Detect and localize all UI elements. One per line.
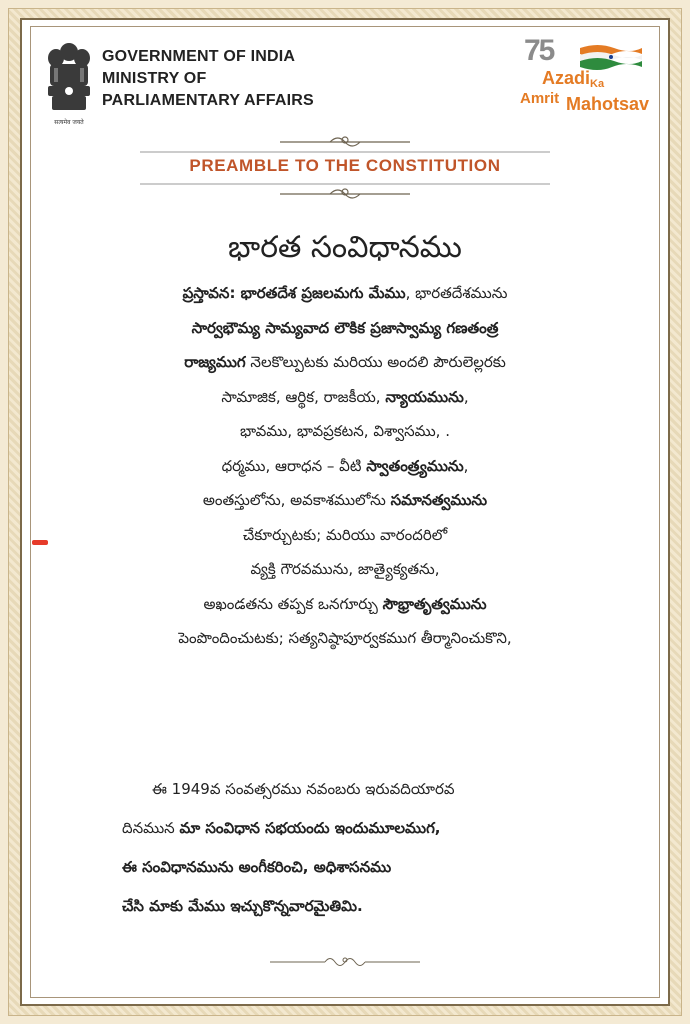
preamble-line: రాజ్యముగ నెలకొల్పుటకు మరియు అందలి పౌరులెల్లరకు xyxy=(184,353,506,371)
closing-line: చేసి మాకు మేము ఇచ్చుకొన్నవారమైతిమి. xyxy=(122,897,363,915)
azadi-ka-amrit-mahotsav-logo xyxy=(520,36,650,122)
gov-line: MINISTRY OF xyxy=(102,70,207,87)
preamble-line: అంతస్తులోను, అవకాశములోను సమానత్వమును xyxy=(202,491,488,509)
gov-line: GOVERNMENT OF INDIA xyxy=(102,48,296,65)
logo-word: Mahotsav xyxy=(566,94,650,114)
logo-number: 75 xyxy=(524,34,554,67)
preamble-line: పెంపొందించుటకు; సత్యనిష్ఠాపూర్వకముగ తీర్మానించుకొని, xyxy=(178,629,512,647)
closing-line: దినమున మా సంవిధాన సభయందు ఇందుమూలముగ, xyxy=(122,819,441,837)
logo-word: Azadi xyxy=(542,68,591,88)
preamble-line: వ్యక్తి గౌరవమును, జాత్యైక్యతను, xyxy=(250,560,440,578)
ministry-name xyxy=(102,46,314,112)
footer-ornament-icon xyxy=(270,952,420,972)
logo-word: Ka xyxy=(590,78,605,90)
document-title: PREAMBLE TO THE CONSTITUTION xyxy=(189,156,501,175)
preamble-line: సార్వభౌమ్య సామ్యవాద లౌకిక ప్రజాస్వామ్య గణతంత్ర xyxy=(191,318,499,337)
preamble-line: భావము, భావప్రకటన, విశ్వాసము, . xyxy=(240,422,450,440)
closing-paragraph xyxy=(40,770,650,926)
telugu-heading: భారత సంవిధానము xyxy=(228,230,462,265)
closing-line: ఈ సంవిధానమును అంగీకరించి, అధిశాసనము xyxy=(122,858,392,876)
emblem-motto: सत्यमेव जयते xyxy=(54,119,84,126)
title-band xyxy=(140,128,550,200)
preamble-line: అఖండతను తప్పక ఒనగూర్చు సౌభ్రాతృత్వమును xyxy=(203,594,487,613)
red-scan-mark xyxy=(32,540,48,545)
preamble-line: ప్రస్తావన: భారతదేశ ప్రజలమగు మేము, భారతదేశమును xyxy=(182,284,508,302)
gov-line: PARLIAMENTARY AFFAIRS xyxy=(102,92,314,109)
closing-line: ఈ 1949వ సంవత్సరము నవంబరు ఇరువదియారవ xyxy=(152,780,455,798)
header xyxy=(42,36,648,132)
preamble-line: చేకూర్చుటకు; మరియు వారందరిలో xyxy=(242,525,448,544)
logo-word: Amrit xyxy=(520,90,560,107)
national-emblem-icon xyxy=(44,38,94,124)
preamble-line: సామాజిక, ఆర్థిక, రాజకీయ, న్యాయమును, xyxy=(221,387,469,406)
preamble-body xyxy=(40,226,650,656)
preamble-line: ధర్మము, ఆరాధన – వీటి స్వాతంత్ర్యమును, xyxy=(221,456,469,475)
